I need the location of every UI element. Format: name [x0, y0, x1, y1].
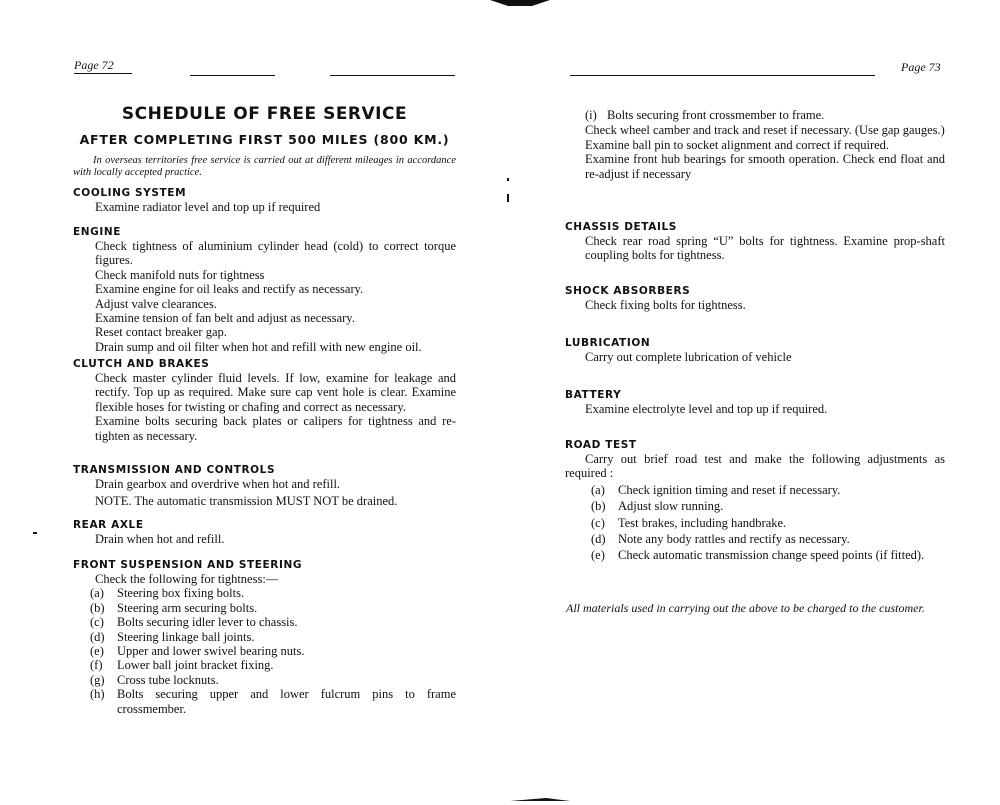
page-number: Page 73 — [901, 60, 941, 74]
list-item — [591, 532, 945, 546]
section-heading: CHASSIS DETAILS — [565, 221, 677, 233]
item-text: Steering arm securing bolts. — [117, 600, 258, 615]
section-rear-axle — [73, 518, 456, 546]
section-heading: LUBRICATION — [565, 337, 651, 349]
section-shock-absorbers — [565, 284, 945, 312]
section-heading: BATTERY — [565, 389, 622, 401]
item-text: Adjust slow running. — [618, 499, 724, 514]
section-line: Examine engine for oil leaks and rectify as necessary. — [95, 282, 364, 297]
item-text: Bolts securing upper and lower fulcrum pins to frame crossmember. — [117, 687, 456, 716]
item-label: (d) — [591, 532, 606, 547]
item-label: (e) — [591, 548, 605, 563]
section-line: Check fixing bolts for tightness. — [585, 298, 746, 312]
section-line: Drain when hot and refill. — [95, 532, 225, 546]
header-rule — [74, 73, 132, 74]
list-item — [591, 548, 945, 562]
item-label: (g) — [90, 672, 105, 687]
section-line: Check the following for tightness:— — [95, 572, 279, 586]
section-line: Check manifold nuts for tightness — [95, 267, 265, 282]
item-text: Lower ball joint bracket fixing. — [117, 658, 274, 673]
item-label: (a) — [591, 482, 605, 497]
section-engine — [73, 225, 456, 354]
footer-note: All materials used in carrying out the above to be charged to the customer. — [566, 601, 925, 615]
item-label: (b) — [591, 499, 606, 514]
item-text: Check ignition timing and reset if necessary. — [618, 482, 841, 497]
header-rule — [190, 75, 275, 76]
item-label: (d) — [90, 629, 105, 644]
section-line: Carry out complete lubrication of vehicle — [585, 350, 792, 364]
list-item — [90, 644, 456, 658]
section-transmission-and-controls — [73, 463, 456, 509]
section-heading: CLUTCH AND BRAKES — [73, 358, 210, 370]
section-line: Examine front hub bearings for smooth operation. Check end float and re-adjust if necessary — [585, 152, 945, 181]
item-text: Cross tube locknuts. — [117, 672, 219, 687]
item-label: (f) — [90, 658, 103, 673]
section-heading: ROAD TEST — [565, 439, 637, 451]
section-line: Check rear road spring “U” bolts for tightness. Examine prop-shaft coupling bolts for tightness. — [585, 234, 945, 263]
list-item — [90, 687, 456, 716]
item-label: (a) — [90, 586, 104, 601]
section-line: Adjust valve clearances. — [95, 296, 217, 311]
section-heading: ENGINE — [73, 226, 122, 238]
list-item — [90, 615, 456, 629]
section-battery — [565, 388, 945, 416]
section-line: Carry out brief road test and make the following adjustments as required : — [565, 452, 945, 481]
document-subtitle: AFTER COMPLETING FIRST 500 MILES (800 KM.) — [79, 132, 450, 147]
intro-note: In overseas territories free service is carried out at different mileages in accordance with locally accepted practice. — [73, 155, 456, 178]
list-item — [90, 658, 456, 672]
item-label: (b) — [90, 600, 105, 615]
section-heading: COOLING SYSTEM — [73, 187, 187, 199]
list-item — [591, 483, 945, 497]
section-lubrication — [565, 336, 945, 364]
item-text: Bolts securing front crossmember to frame. — [607, 108, 825, 122]
section-line: Examine tension of fan belt and adjust as necessary. — [95, 311, 355, 326]
list-item — [585, 108, 945, 122]
section-line: Check master cylinder fluid levels. If low, examine for leakage and rectify. Top up as required. Make sure cap vent hole is clear. Examine flexible hoses for twisting or chafing and correct as necessary. — [95, 371, 456, 414]
item-label: (c) — [591, 515, 605, 530]
item-text: Upper and lower swivel bearing nuts. — [117, 644, 305, 659]
section-road-test — [565, 438, 945, 563]
section-continued — [565, 108, 945, 181]
document-title: SCHEDULE OF FREE SERVICE — [121, 104, 408, 124]
page-number: Page 72 — [74, 58, 114, 72]
list-item — [90, 601, 456, 615]
section-heading: FRONT SUSPENSION AND STEERING — [73, 559, 303, 571]
section-line: Drain sump and oil filter when hot and refill with new engine oil. — [95, 339, 422, 354]
item-text: Steering box fixing bolts. — [117, 586, 245, 601]
list-item — [90, 673, 456, 687]
list-item — [591, 499, 945, 513]
item-label: (e) — [90, 644, 104, 659]
section-line: Examine radiator level and top up if required — [95, 200, 321, 214]
item-label: (c) — [90, 615, 104, 630]
section-cooling-system — [73, 186, 456, 214]
item-text: Steering linkage ball joints. — [117, 629, 255, 644]
right-page — [500, 0, 1000, 805]
item-text: Bolts securing idler lever to chassis. — [117, 615, 298, 630]
header-rule — [570, 75, 875, 76]
item-label: (h) — [90, 687, 105, 702]
section-line: Examine electrolyte level and top up if required. — [585, 402, 828, 416]
list-item — [90, 630, 456, 644]
section-front-suspension-and-steering — [73, 558, 456, 716]
section-line: Examine ball pin to socket alignment and correct if required. — [585, 137, 890, 152]
section-clutch-and-brakes — [73, 357, 456, 443]
section-line: Reset contact breaker gap. — [95, 325, 227, 340]
item-label: (i) — [585, 108, 597, 122]
section-line: Check wheel camber and track and reset if necessary. (Use gap gauges.) — [585, 123, 945, 138]
item-text: Note any body rattles and rectify as necessary. — [618, 532, 850, 547]
section-line: Check tightness of aluminium cylinder head (cold) to correct torque figures. — [95, 239, 456, 268]
section-line: Examine bolts securing back plates or calipers for tightness and re-tighten as necessary. — [95, 414, 456, 443]
section-note: NOTE. The automatic transmission MUST NOT be drained. — [95, 494, 398, 509]
section-heading: TRANSMISSION AND CONTROLS — [73, 464, 276, 476]
list-item — [90, 586, 456, 600]
section-heading: REAR AXLE — [73, 519, 144, 531]
item-text: Check automatic transmission change speed points (if fitted). — [618, 548, 925, 563]
section-chassis-details — [565, 220, 945, 263]
section-heading: SHOCK ABSORBERS — [565, 285, 691, 297]
list-item — [591, 516, 945, 530]
header-rule — [330, 75, 455, 76]
item-text: Test brakes, including handbrake. — [618, 515, 787, 530]
section-line: Drain gearbox and overdrive when hot and refill. — [95, 477, 341, 491]
